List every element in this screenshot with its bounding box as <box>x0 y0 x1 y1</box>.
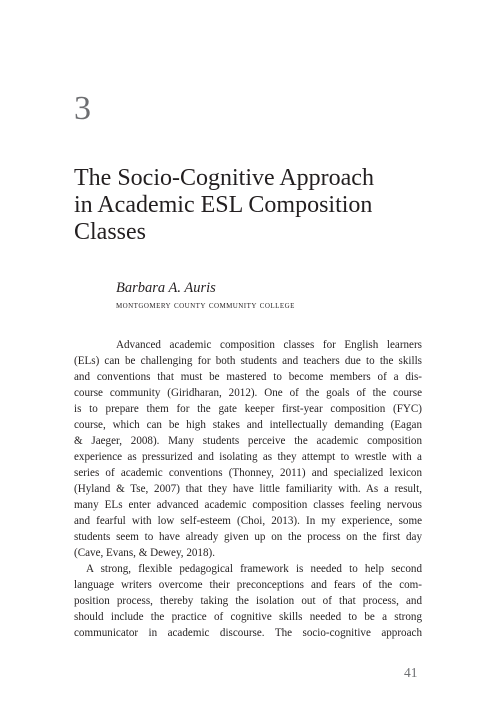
page-number: 41 <box>404 665 418 680</box>
chapter-number: 3 <box>74 90 92 127</box>
text-line: course, which can be high stakes and intellectually demanding (Eagan <box>74 419 422 431</box>
text-line: position process, thereby taking the isolation out of that process, and <box>74 595 422 607</box>
chapter-title <box>74 165 414 246</box>
chapter-title-line: The Socio-Cognitive Approach <box>74 165 374 191</box>
text-line: and conventions that must be mastered to become members of a dis- <box>74 371 422 383</box>
text-line: A strong, flexible pedagogical framework is needed to help second <box>86 563 422 575</box>
text-line: communicator in academic discourse. The socio-cognitive approach <box>74 627 422 639</box>
text-line: many ELs enter advanced academic composition classes feeling nervous <box>74 499 422 511</box>
author-name: Barbara A. Auris <box>116 280 216 296</box>
text-line: experience as pressurized and isolating as they attempt to wrestle with a <box>74 451 422 463</box>
text-line: & Jaeger, 2008). Many students perceive the academic composition <box>74 435 422 447</box>
text-line: (ELs) can be challenging for both students and teachers due to the skills <box>74 355 422 367</box>
paragraph <box>74 561 422 641</box>
paragraph <box>74 337 422 561</box>
text-line: course community (Giridharan, 2012). One of the goals of the course <box>74 387 422 399</box>
text-line: Advanced academic composition classes for English learners <box>116 339 422 351</box>
body-text <box>74 337 422 641</box>
text-line: (Hyland & Tse, 2007) that they have little familiarity with. As a result, <box>74 483 422 495</box>
chapter-title-line: in Academic ESL Composition <box>74 192 373 218</box>
text-line: should include the practice of cognitive skills needed to be a strong <box>74 611 422 623</box>
text-line: and fearful with low self-esteem (Choi, 2013). In my experience, some <box>74 515 422 527</box>
chapter-title-line: Classes <box>74 219 146 245</box>
text-line: language writers overcome their preconceptions and fears of the com- <box>74 579 422 591</box>
author-affiliation: montgomery county community college <box>116 300 295 311</box>
text-line: series of academic conventions (Thonney, 2011) and specialized lexicon <box>74 467 422 479</box>
text-line: is to prepare them for the gate keeper first-year composition (FYC) <box>74 403 422 415</box>
text-line: students seem to have already given up on the process on the first day <box>74 531 422 543</box>
text-line: (Cave, Evans, & Dewey, 2018). <box>74 547 215 559</box>
